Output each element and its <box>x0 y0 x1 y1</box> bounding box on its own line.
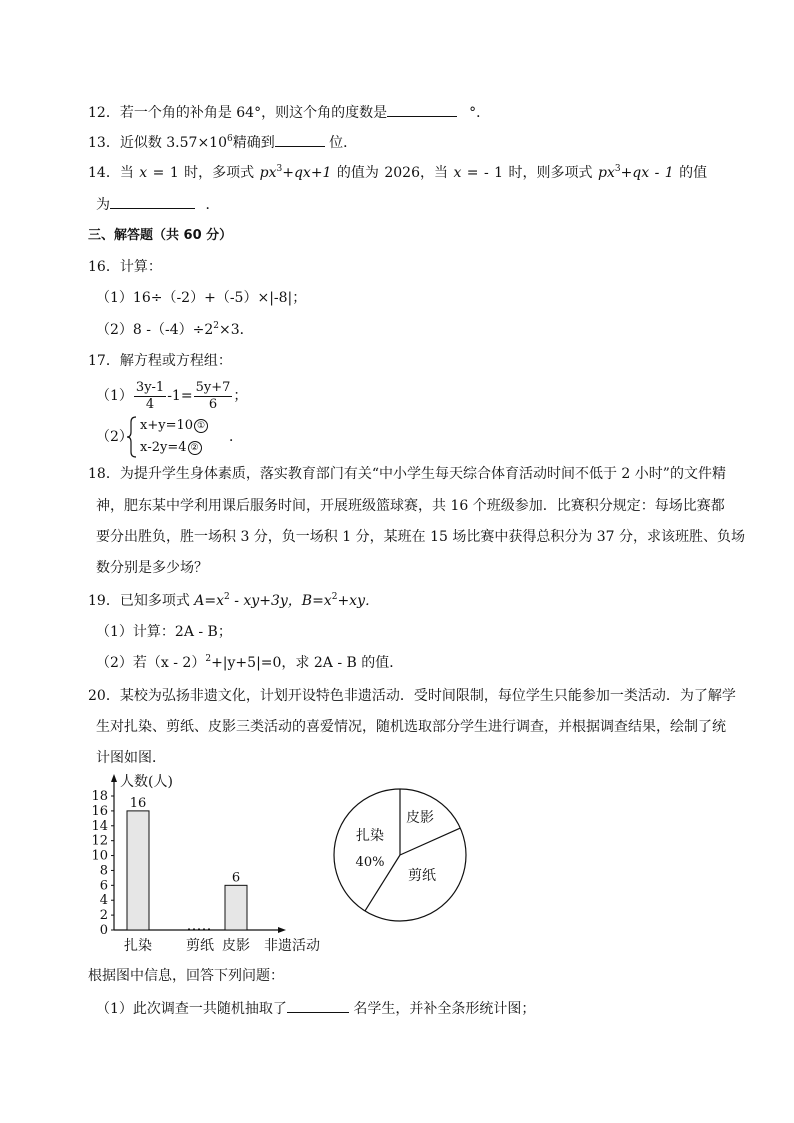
y-tick-label: 4 <box>99 893 108 909</box>
pie-slice-label-剪纸: 剪纸 <box>408 868 436 884</box>
q14-text-d: = ‐ 1 时，则多项式 <box>461 165 598 181</box>
q13-answer-blank[interactable] <box>275 132 325 147</box>
q17-eq2-text: x‐2y=4 <box>140 440 187 455</box>
q18-text-1: 为提升学生身体素质，落实教育部门有关“中小学生每天综合体育活动时间不低于 2 小时”的文件精 <box>119 466 726 482</box>
q17-part2-label: （2） <box>96 429 133 445</box>
x-category-label: 皮影 <box>222 938 250 954</box>
q16-part2-b: ×3． <box>219 322 254 338</box>
q13-text: 近似数 3.57×10 <box>119 135 227 151</box>
q14-var-x: x <box>139 165 148 181</box>
q20-answer-blank[interactable] <box>287 998 349 1013</box>
y-tick-label: 6 <box>99 878 108 894</box>
y-tick-label: 0 <box>99 923 108 938</box>
q20-line2: 生对扎染、剪纸、皮影三类活动的喜爱情况，随机选取部分学生进行调查，并根据调查结果，绘制了统 <box>96 719 726 735</box>
y-tick-label: 12 <box>91 833 108 849</box>
q17-frac2-num: 5y+7 <box>195 379 231 395</box>
q18-line1 <box>88 464 726 484</box>
q14-text-c: 的值为 2026，当 <box>331 165 454 181</box>
q17-part1 <box>96 378 247 414</box>
q14-poly2-rest: +qx ‐ 1 <box>620 165 674 181</box>
bar-chart <box>80 768 340 958</box>
q17-part1-end: ； <box>233 388 248 404</box>
q14-text-b: = 1 时，多项式 <box>147 165 260 181</box>
q14-text-a: 当 <box>119 165 140 181</box>
q18-number: 18． <box>88 466 120 482</box>
y-tick-label: 14 <box>91 818 108 834</box>
q20-line3: 计图如图． <box>96 750 166 766</box>
q16-part2-exp: 2 <box>213 321 220 331</box>
q16 <box>88 257 162 277</box>
q12-answer-blank[interactable] <box>387 102 457 117</box>
q20-text-1: 某校为弘扬非遗文化，计划开设特色非遗活动．受时间限制，每位学生只能参加一类活动．为了解学 <box>119 688 736 704</box>
q17-part1-mid: ‐1= <box>167 388 193 404</box>
q14-number: 14． <box>88 165 120 181</box>
bar-data-label: 16 <box>129 795 147 811</box>
q17-circle-2: ② <box>188 441 202 455</box>
q14-poly-rest: +qx+1 <box>282 165 332 181</box>
q13-exponent: 6 <box>227 134 233 144</box>
q19 <box>88 591 379 611</box>
q17-frac1-den: 4 <box>145 396 155 412</box>
q14-poly-p: px <box>259 165 277 181</box>
q17-frac2-den: 6 <box>208 396 218 412</box>
q17-part2-end: ． <box>229 429 243 445</box>
q16-number: 16． <box>88 259 120 275</box>
q19-stem-e: +xy． <box>337 593 379 609</box>
q14-text-e: 的值 <box>673 165 708 181</box>
q14-text-f: 为 <box>96 197 110 213</box>
q14-line1 <box>88 163 707 183</box>
q19-number: 19． <box>88 593 120 609</box>
q20-after: 根据图中信息，回答下列问题： <box>88 968 284 984</box>
q14-var-x2: x <box>453 165 462 181</box>
q19-exp1: 2 <box>224 592 230 602</box>
pie-slice-label-皮影: 皮影 <box>406 810 434 826</box>
q20-part1-a: （1）此次调查一共随机抽取了 <box>96 1001 287 1017</box>
q16-part1: （1）16÷（‐2）+（‐5）×|‐8|； <box>96 290 307 306</box>
q17-number: 17． <box>88 353 120 369</box>
q19-part2-b: +|y+5|=0，求 2A ‐ B 的值． <box>211 655 404 671</box>
q17-circle-1: ① <box>194 419 208 433</box>
q12 <box>88 102 490 123</box>
q14-exp2: 3 <box>614 164 621 174</box>
y-tick-label: 8 <box>99 863 108 879</box>
q17-brace <box>126 416 138 458</box>
q19-var-B: B <box>301 593 313 609</box>
y-tick-label: 10 <box>91 848 108 864</box>
q20-number: 20． <box>88 688 120 704</box>
q19-stem-d: =x <box>312 593 332 609</box>
bar-皮影 <box>225 885 247 930</box>
y-tick-label: 2 <box>99 908 108 924</box>
q16-part2 <box>96 320 254 340</box>
q17-eq1-text: x+y=10 <box>140 418 194 433</box>
x-axis-arrow <box>278 927 286 933</box>
section-title: 三、解答题（共 60 分） <box>88 228 233 243</box>
q17-frac2 <box>194 380 233 413</box>
q19-part2 <box>96 653 403 673</box>
x-axis-label: 非遗活动 <box>264 938 320 954</box>
q20-part1-b: 名学生，并补全条形统计图； <box>348 1001 536 1017</box>
q20-part1 <box>96 998 535 1019</box>
q12-text-end: °． <box>469 105 491 121</box>
q17-eq1 <box>140 416 208 436</box>
q14-answer-blank[interactable] <box>110 194 195 209</box>
q17-part1-label: （1） <box>96 388 133 404</box>
pie-chart <box>330 785 472 927</box>
q14-line2 <box>96 194 219 215</box>
q12-number: 12． <box>88 105 120 121</box>
y-tick-label: 16 <box>91 803 108 819</box>
q13 <box>88 132 357 153</box>
y-axis-label: 人数(人) <box>120 774 173 790</box>
q18-line2: 神，肥东某中学利用课后服务时间，开展班级篮球赛，共 16 个班级参加．比赛积分规定：每场比赛都 <box>96 498 725 514</box>
q17-frac1-num: 3y‐1 <box>135 379 165 395</box>
q19-stem-b: =x <box>204 593 225 609</box>
q19-part2-a: （2）若（x ‐ 2） <box>96 655 206 671</box>
q17 <box>88 351 232 371</box>
q19-var-A: A <box>194 593 205 609</box>
bar-扎染 <box>127 811 149 930</box>
q14-poly2-p: px <box>597 165 615 181</box>
y-tick-label: 18 <box>91 789 108 804</box>
q19-stem-c: ‐ xy+3y， <box>229 593 302 609</box>
q17-stem: 解方程或方程组： <box>119 353 232 369</box>
q13-text-b: 精确到 <box>232 135 275 151</box>
q17-frac1 <box>134 380 166 413</box>
y-axis-arrow <box>111 774 117 782</box>
q19-exp2: 2 <box>331 592 338 602</box>
q18-line3: 要分出胜负，胜一场积 3 分，负一场积 1 分，某班在 15 场比赛中获得总积分为 37 分，求该班胜、负场 <box>96 529 746 545</box>
q19-part2-exp: 2 <box>205 654 212 664</box>
q12-text: 若一个角的补角是 64°，则这个角的度数是 <box>119 105 388 121</box>
q14-exp: 3 <box>276 164 283 174</box>
q19-part1: （1）计算：2A ‐ B； <box>96 624 232 640</box>
x-category-label: 扎染 <box>124 938 152 954</box>
q20-line1 <box>88 686 736 706</box>
q16-part2-a: （2）8 ‐（‐4）÷2 <box>96 322 214 338</box>
q16-stem: 计算： <box>119 259 162 275</box>
x-category-label: 剪纸 <box>186 938 214 954</box>
q13-text-end: 位． <box>324 135 358 151</box>
bar-data-label: 6 <box>231 870 241 886</box>
q13-number: 13． <box>88 135 120 151</box>
q19-stem-a: 已知多项式 <box>119 593 195 609</box>
q17-eq2 <box>140 438 202 458</box>
pie-slice-label-扎染: 扎染 <box>356 828 384 844</box>
q14-text-g: ． <box>201 197 220 213</box>
q18-line4: 数分别是多少场？ <box>96 560 208 576</box>
pie-slice-value: 40% <box>355 855 385 870</box>
